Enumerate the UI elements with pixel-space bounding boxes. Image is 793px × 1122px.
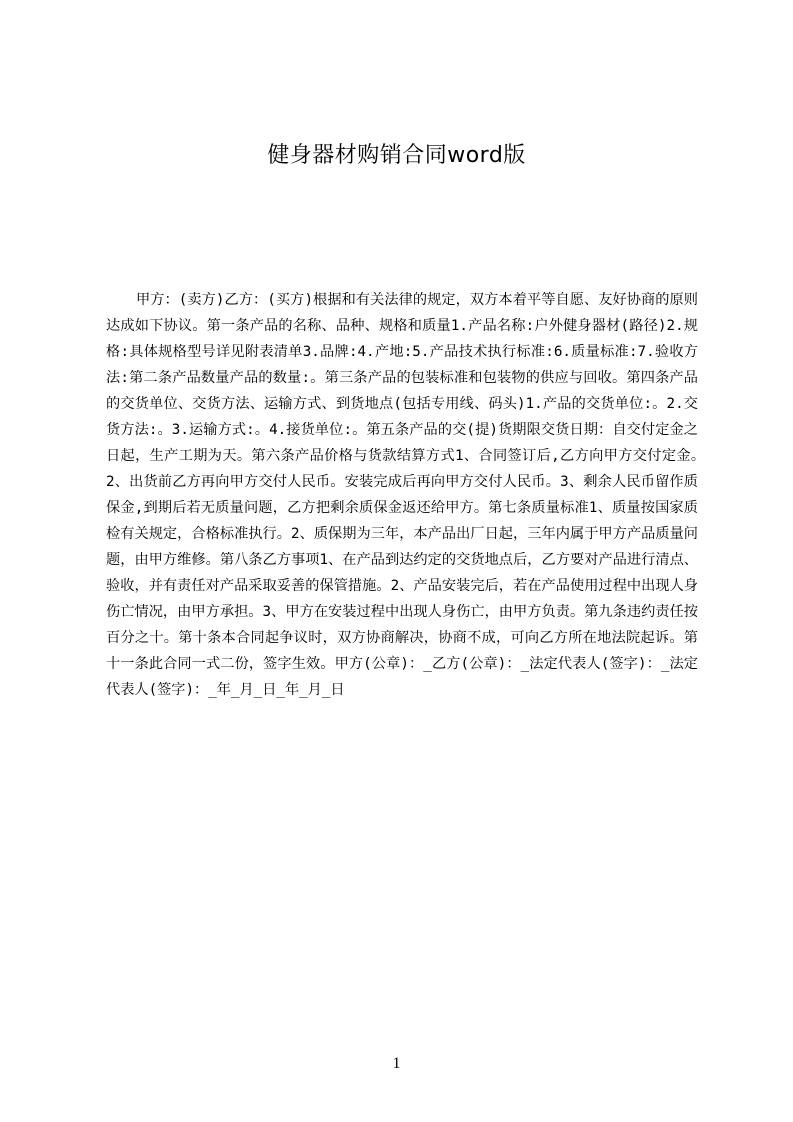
contract-body-text: 甲方：(卖方)乙方：(买方)根据和有关法律的规定，双方本着平等自愿、友好协商的原则达成如下协议。第一条产品的名称、品种、规格和质量1.产品名称:户外健身器材(路径)2.规格:具体规格型号详见附表清单3.品牌:4.产地:5.产品技术执行标准:6.质量标准:7.验收方法:第二条产品数量产品的数量:。第三条产品的包装标准和包装物的供应与回收。第四条产品的交货单位、交货方法、运输方式、到货地点(包括专用线、码头)1.产品的交货单位:。2.交货方法:。3.运输方式:。4.接货单位:。第五条产品的交(提)货期限交货日期：自交付定金之日起，生产工期为天。第六条产品价格与货款结算方式1、合同签订后,乙方向甲方交付定金。 2、出货前乙方再向甲方交付人民币。安装完成后再向甲方交付人民币。3、剩余人民币留作质保金,到期后若无质量问题，乙方把剩余质保金返还给甲方。第七条质量标准1、质量按国家质检有关规定，合格标准执行。2、质保期为三年，本产品出厂日起，三年内属于甲方产品质量问题，由甲方维修。第八条乙方事项1、在产品到达约定的交货地点后，乙方要对产品进行清点、验收，并有责任对产品采取妥善的保管措施。2、产品安装完后，若在产品使用过程中出现人身伤亡情况，由甲方承担。3、甲方在安装过程中出现人身伤亡，由甲方负责。第九条违约责任按百分之十。第十条本合同起争议时，双方协商解决，协商不成，可向乙方所在地法院起诉。第十一条此合同一式二份，签字生效。甲方(公章)：_乙方(公章)：_法定代表人(签字)：_法定代表人(签字)：_年_月_日_年_月_日 [106, 292, 713, 698]
page-number: 1 [392, 1055, 401, 1072]
document-title: 健身器材购销合同word版 [267, 143, 526, 168]
